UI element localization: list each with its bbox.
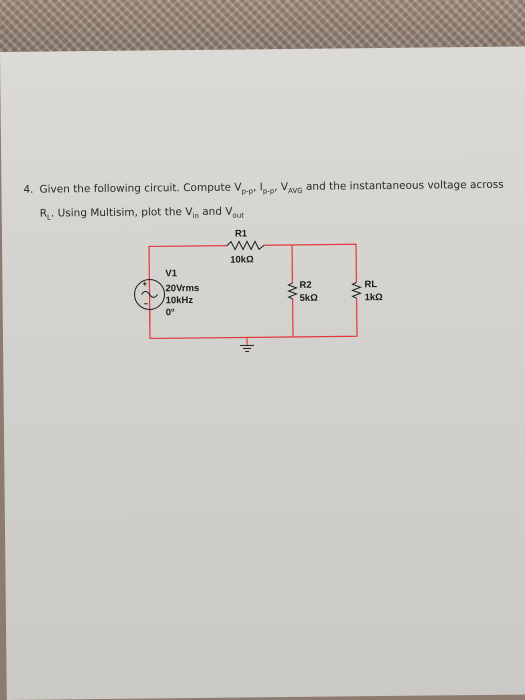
wire-top-right	[264, 244, 356, 283]
v1-frequency: 10kHz	[165, 294, 194, 307]
v1-label: V1	[165, 268, 178, 280]
svg-text:−: −	[143, 299, 149, 309]
rl-resistor-symbol	[352, 282, 360, 298]
svg-text:+: +	[142, 279, 148, 289]
r2-resistor-symbol	[288, 283, 296, 299]
question-line-1: 4. Given the following circuit. Compute $V_{p-p}$, $I_{p-p}$, $V_{AVG}$ and the instantaneous voltage across	[23, 175, 518, 204]
r1-value: 10kΩ	[230, 254, 254, 266]
ground-icon	[240, 345, 254, 351]
r2-label: R2	[299, 279, 312, 291]
r1-label: R1	[234, 228, 248, 240]
question-number: 4.	[23, 183, 34, 196]
v1-amplitude: 20Vrms	[165, 282, 200, 295]
v1-phase: 0°	[165, 307, 175, 319]
r2-value: 5kΩ	[299, 292, 318, 304]
question-line-2: $R_L$. Using Multisim, plot the $V_{in}$ and $V_{out}$	[39, 205, 245, 222]
rl-label: RL	[364, 279, 378, 291]
r1-resistor-symbol	[227, 241, 264, 249]
rl-value: 1kΩ	[364, 292, 383, 304]
paper-sheet	[0, 47, 525, 700]
circuit-diagram	[0, 47, 525, 700]
